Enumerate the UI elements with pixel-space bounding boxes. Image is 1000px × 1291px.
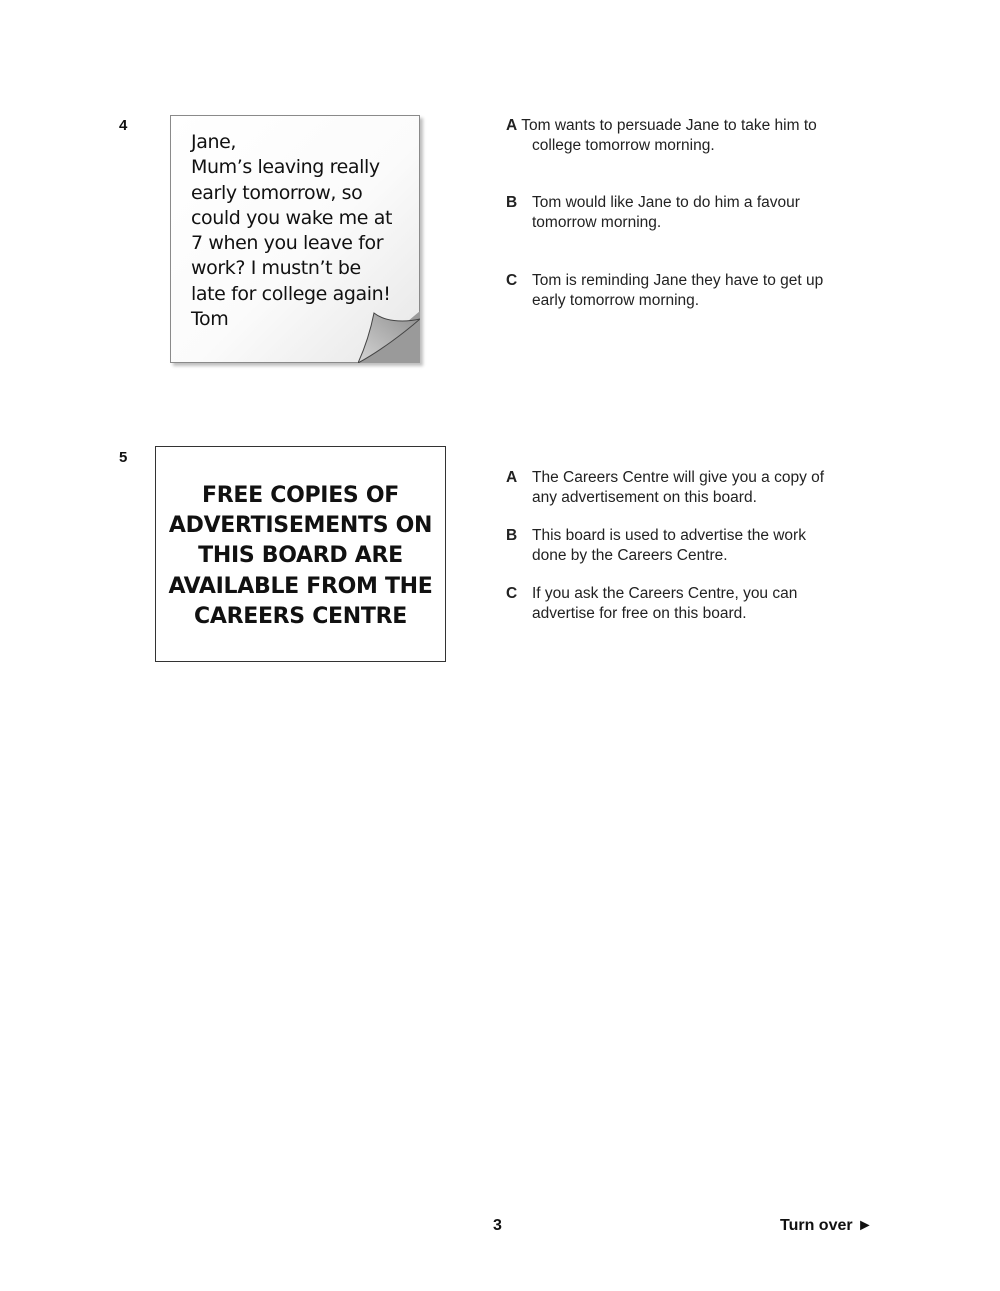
note-line: 7 when you leave for [191,232,384,255]
q5-option-a[interactable] [506,468,866,508]
option-text-line1: Tom is reminding Jane they have to get up [532,272,824,289]
note-line: Tom [191,308,229,331]
sign-line: FREE COPIES OF [202,483,399,508]
option-letter: A [506,117,518,134]
sign-text [156,481,445,632]
note-line: could you wake me at [191,206,393,229]
q4-option-c[interactable] [506,271,866,311]
q4-option-a[interactable] [506,116,866,156]
q4-option-b[interactable] [506,193,866,233]
option-letter: B [506,527,518,544]
option-text-line2: advertise for free on this board. [532,605,747,622]
option-text-line2: college tomorrow morning. [532,137,715,154]
option-text-line2: any advertisement on this board. [532,489,757,506]
sign-line: CAREERS CENTRE [194,603,407,629]
note-line: Mum’s leaving really [191,156,380,179]
option-text-line2: tomorrow morning. [532,214,662,231]
q5-option-b[interactable] [506,526,866,566]
option-letter: B [506,194,518,211]
sticky-note [170,115,420,363]
page-curl-icon [358,311,420,363]
option-text-line1: Tom wants to persuade Jane to take him to [521,117,817,134]
option-text-line2: done by the Careers Centre. [532,547,728,564]
sign-line: AVAILABLE FROM THE [168,573,433,599]
question-number-4: 4 [119,117,128,134]
option-text-line2: early tomorrow morning. [532,292,700,309]
q5-option-c[interactable] [506,584,866,624]
note-line: late for college again! [191,282,391,305]
option-text-line1: This board is used to advertise the work [532,527,806,544]
sign-line: THIS BOARD ARE [198,543,403,569]
note-text [191,130,417,332]
option-text-line1: The Careers Centre will give you a copy of [532,469,825,486]
option-letter: C [506,585,518,602]
question-number-5: 5 [119,449,128,466]
sign-line: ADVERTISEMENTS ON [168,513,433,539]
option-letter: A [506,469,518,486]
turn-over-label: Turn over ► [780,1217,873,1234]
note-line: early tomorrow, so [191,181,363,204]
note-line: work? I mustn’t be [191,257,361,280]
option-letter: C [506,272,518,289]
notice-sign [155,446,446,662]
option-text-line1: If you ask the Careers Centre, you can [532,585,798,602]
option-text-line1: Tom would like Jane to do him a favour [532,194,800,211]
page-number: 3 [493,1217,502,1234]
note-line: Jane, [191,131,237,153]
